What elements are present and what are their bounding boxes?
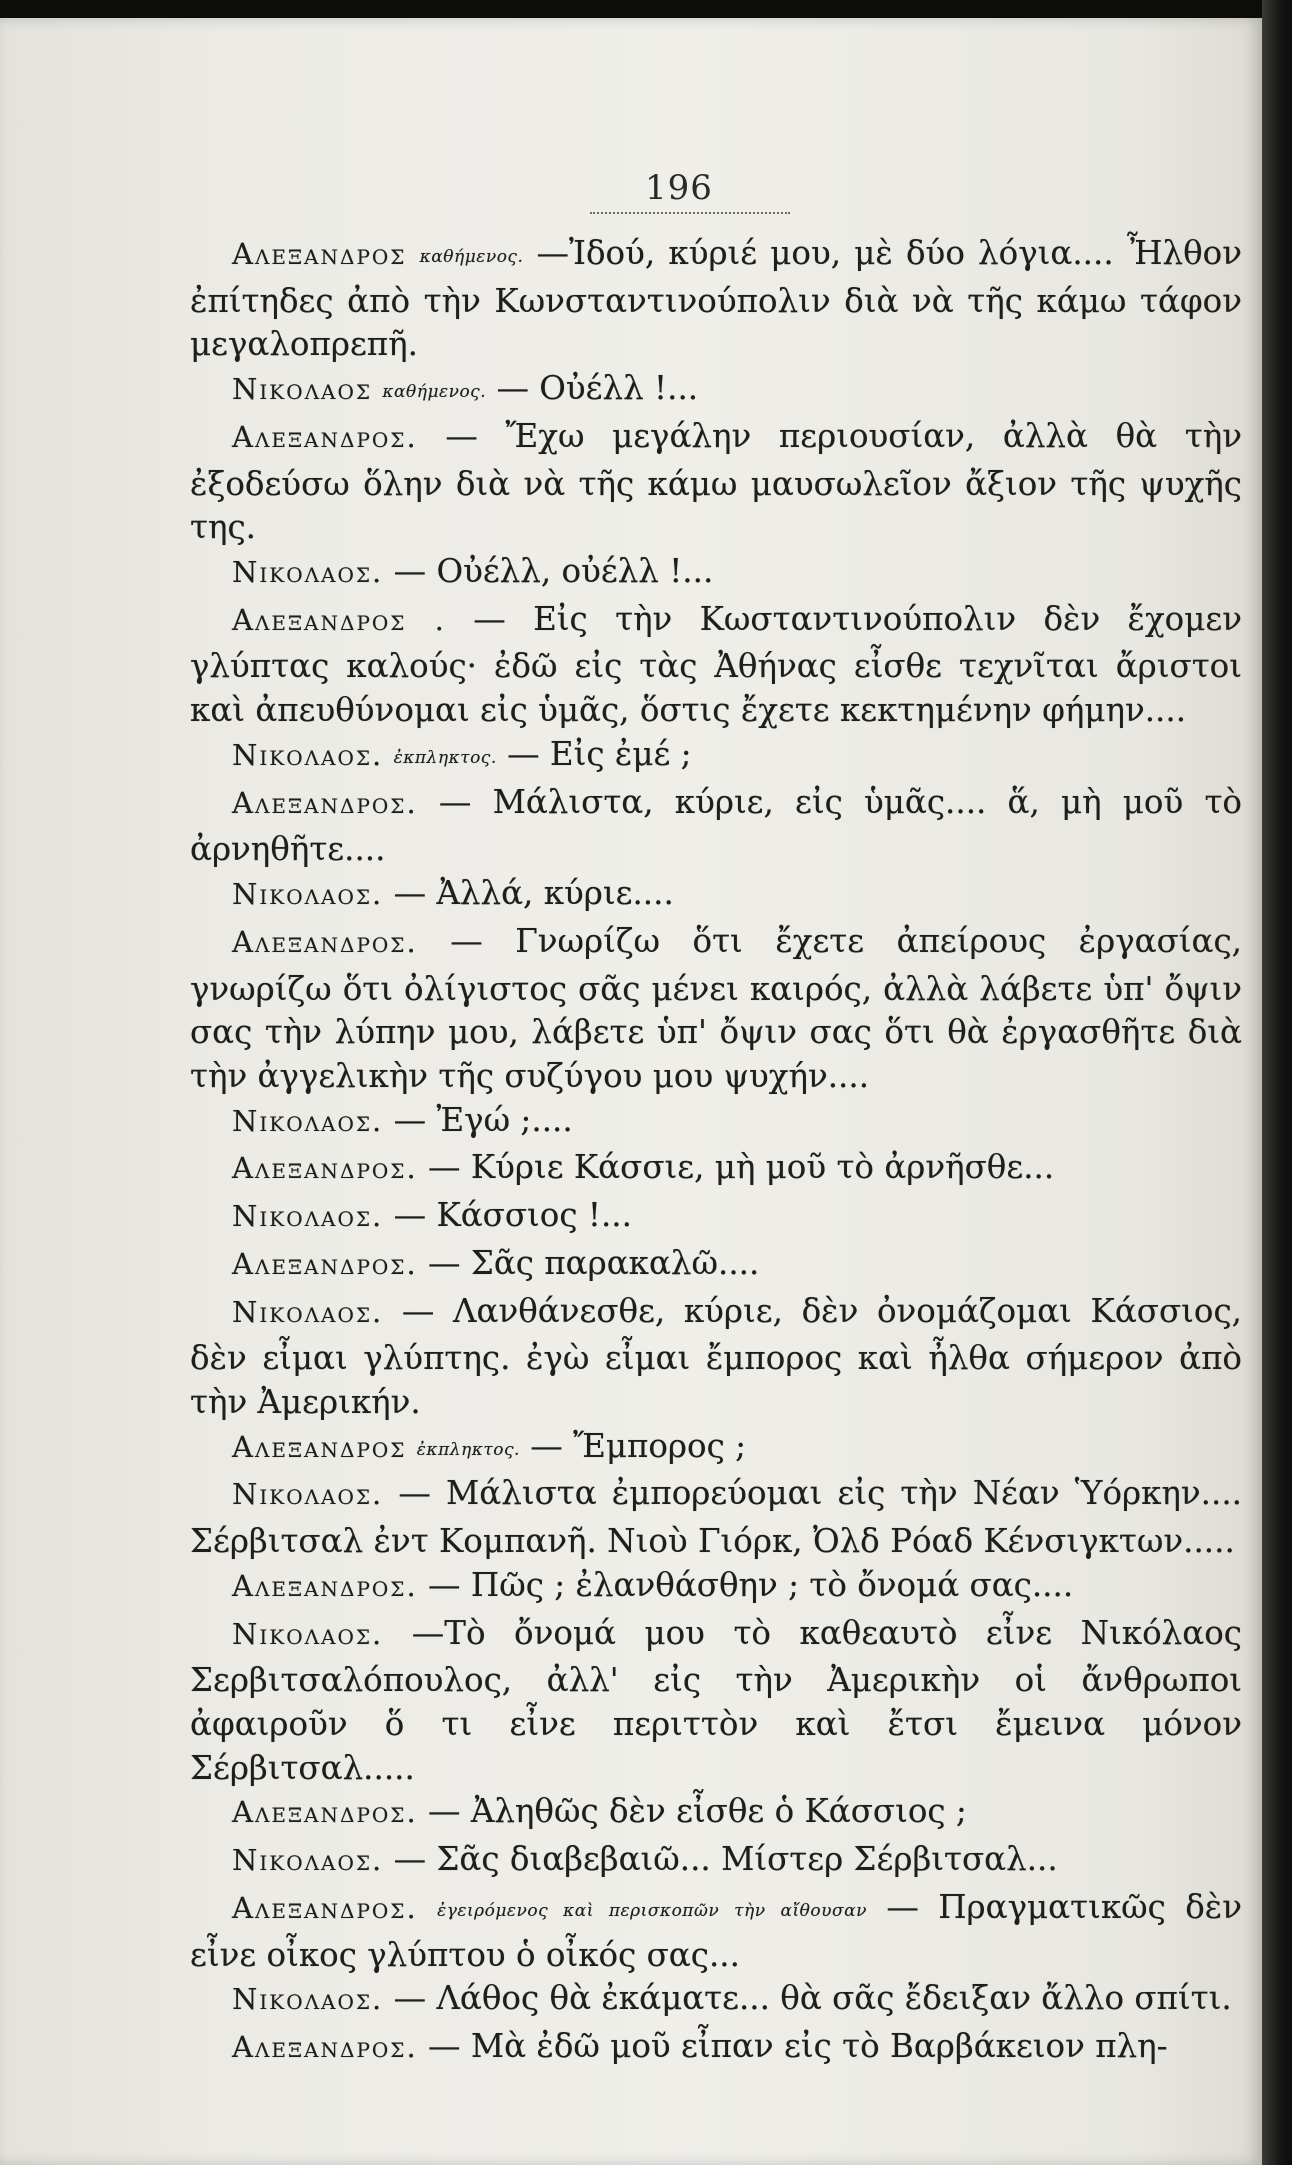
spoken-line: — Οὐέλλ, οὐέλλ !... — [393, 552, 714, 591]
spoken-line: — Ἔμπορος ; — [530, 1426, 747, 1465]
spoken-line: — Μάλιστα ἐμπορεύομαι εἰς τὴν Νέαν Ὑόρκην.... Σέρβιτσαλ ἐντ Κομπανῆ. Νιοὺ Γιόρκ, Ὀλδ Ρόαδ Κένσιγκτων..... — [190, 1474, 1242, 1561]
spoken-line: — Εἰς τὴν Κωσταντινούπολιν δὲν ἔχομεν γλύπτας καλούς· ἐδῶ εἰς τὰς Ἀθήνας εἶσθε τεχνῖται ἄριστοι καὶ ἀπευθύνομαι εἰς ὑμᾶς, ὅστις ἔχετε κεκτημένην φήμην.... — [190, 599, 1242, 730]
dialogue-paragraph — [190, 920, 1242, 1099]
stage-direction: καθήμενος. — [382, 382, 487, 403]
speaker-name: Νικολαος — [232, 372, 373, 407]
speaker-name: Αλεξανδρος. — [232, 1795, 418, 1830]
dialogue-paragraph — [190, 1242, 1242, 1290]
spoken-line: — Σᾶς διαβεβαιῶ... Μίστερ Σέρβιτσαλ... — [393, 1840, 1058, 1879]
spoken-line: — Σᾶς παρακαλῶ.... — [428, 1243, 760, 1282]
spoken-line: — Κάσσιος !... — [393, 1196, 632, 1235]
spoken-line: — Ἔχω μεγάλην περιουσίαν, ἀλλὰ θὰ τὴν ἐξοδεύσω ὅλην διὰ νὰ τῆς κάμω μαυσωλεῖον ἄξιον τῆς ψυχῆς της. — [190, 416, 1242, 547]
dialogue-paragraph — [190, 1838, 1242, 1886]
speaker-name: Αλεξανδρος. — [232, 1568, 418, 1603]
spoken-line: — Κύριε Κάσσιε, μὴ μοῦ τὸ ἀρνῆσθε... — [428, 1148, 1055, 1187]
speaker-name: Νικολαος. — [232, 1294, 384, 1329]
spoken-line: — Ἀλλά, κύριε.... — [393, 874, 674, 913]
speaker-name: Νικολαος. — [232, 1199, 384, 1234]
spoken-line: — Πῶς ; ἐλανθάσθην ; τὸ ὄνομά σας.... — [428, 1565, 1074, 1604]
dialogue-paragraph — [190, 1425, 1242, 1473]
page-number: 196 — [645, 168, 713, 208]
dialogue-paragraph — [190, 2025, 1242, 2073]
speaker-name: Αλεξανδρος. — [232, 1890, 418, 1925]
stage-direction: ἐκπληκτος. — [393, 747, 497, 768]
speaker-name: Αλεξανδρος. — [232, 924, 418, 959]
dialogue-paragraph — [190, 872, 1242, 920]
speaker-name: Νικολαος. — [232, 1843, 384, 1878]
spoken-line: — Εἰς ἐμέ ; — [507, 734, 692, 773]
stage-direction: ἐκπληκτος. — [416, 1439, 520, 1460]
spoken-line: — Πραγματικῶς δὲν εἶνε οἶκος γλύπτου ὁ οἶκός σας... — [190, 1887, 1242, 1974]
stage-direction: ἐγειρόμενος καὶ περισκοπῶν τὴν αἴθουσαν — [437, 1900, 867, 1921]
speaker-name: Νικολαος. — [232, 1477, 384, 1512]
dialogue-paragraph — [190, 1194, 1242, 1242]
spoken-line: — Γνωρίζω ὅτι ἔχετε ἀπείρους ἐργασίας, γνωρίζω ὅτι ὀλίγιστος σᾶς μένει καιρός, ἀλλὰ λάβετε ὑπ' ὄψιν σας τὴν λύπην μου, λάβετε ὑπ' ὄψιν σας ὅτι θὰ ἐργασθῆτε διὰ τὴν ἀγγελικὴν τῆς συζύγου μου ψυχήν.... — [190, 921, 1242, 1095]
speaker-name: Αλεξανδρος — [232, 237, 407, 271]
dialogue-paragraph — [190, 232, 1242, 367]
dialogue-paragraph — [190, 733, 1242, 781]
dialogue-paragraph — [190, 1290, 1242, 1425]
spoken-line: — Λανθάνεσθε, κύριε, δὲν ὀνομάζομαι Κάσσιος, δὲν εἶμαι γλύπτης. ἐγὼ εἶμαι ἔμπορος καὶ ἦλθα σήμερον ἀπὸ τὴν Ἀμερικήν. — [190, 1291, 1242, 1421]
speaker-name: Αλεξανδρος. — [232, 785, 418, 820]
dialogue-paragraph — [190, 367, 1242, 415]
dialogue-paragraph — [190, 598, 1242, 733]
dialogue-paragraph — [190, 781, 1242, 872]
dialogue-paragraph — [190, 1564, 1242, 1612]
spoken-line: —Ἰδού, κύριέ μου, μὲ δύο λόγια.... Ἦλθον ἐπίτηδες ἀπὸ τὴν Κωνσταντινούπολιν διὰ νὰ τῆς κάμω τάφον μεγαλοπρεπῆ. — [190, 234, 1242, 364]
dialogue-paragraph — [190, 550, 1242, 598]
speaker-name: Νικολαος. — [232, 1982, 384, 2017]
speaker-name: Νικολαος. — [232, 737, 384, 772]
dialogue-paragraph — [190, 1099, 1242, 1147]
speaker-name: Νικολαος. — [232, 1616, 384, 1651]
dialogue-paragraph — [190, 1612, 1242, 1791]
speaker-name: Νικολαος. — [232, 1103, 384, 1138]
scan-right-border — [1262, 0, 1292, 2165]
speaker-name: Αλεξανδρος — [232, 1429, 407, 1464]
page-number-underline — [590, 212, 790, 214]
dialogue-paragraph — [190, 1472, 1242, 1563]
scan-top-border — [0, 0, 1292, 18]
speaker-name: Αλεξανδρος. — [232, 419, 418, 454]
spoken-line: — Μὰ ἐδῶ μοῦ εἶπαν εἰς τὸ Βαρβάκειον πλη- — [428, 2027, 1168, 2066]
speaker-name: Νικολαος. — [232, 877, 384, 912]
speaker-name: Αλεξανδρος. — [232, 1151, 418, 1186]
dialogue-text — [190, 232, 1242, 2073]
speaker-name: Νικολαος. — [232, 555, 384, 590]
spoken-line: —Τὸ ὄνομά μου τὸ καθεαυτὸ εἶνε Νικόλαος Σερβιτσαλόπουλος, ἀλλ' εἰς τὴν Ἀμερικὴν οἱ ἄνθρωποι ἀφαιροῦν ὅ τι εἶνε περιττὸν καὶ ἔτσι ἔμεινα μόνον Σέρβιτσαλ..... — [190, 1613, 1242, 1787]
dialogue-paragraph — [190, 1977, 1242, 2025]
dialogue-paragraph — [190, 1886, 1242, 1977]
spoken-line: — Οὐέλλ !... — [496, 369, 699, 408]
spoken-line: — Μάλιστα, κύριε, εἰς ὑμᾶς.... ἅ, μὴ μοῦ τὸ ἀρνηθῆτε.... — [190, 782, 1242, 869]
speaker-name: Αλεξανδρος . — [232, 602, 446, 637]
dialogue-paragraph — [190, 1790, 1242, 1838]
dialogue-paragraph — [190, 1146, 1242, 1194]
spoken-line: — Ἀληθῶς δὲν εἶσθε ὁ Κάσσιος ; — [428, 1792, 967, 1831]
spoken-line: — Λάθος θὰ ἐκάματε... θὰ σᾶς ἔδειξαν ἄλλο σπίτι. — [393, 1979, 1232, 2018]
speaker-name: Αλεξανδρος. — [232, 2030, 418, 2065]
spoken-line: — Ἐγώ ;.... — [393, 1100, 573, 1139]
stage-direction: καθήμενος. — [419, 247, 524, 267]
speaker-name: Αλεξανδρος. — [232, 1246, 418, 1281]
dialogue-paragraph — [190, 415, 1242, 550]
